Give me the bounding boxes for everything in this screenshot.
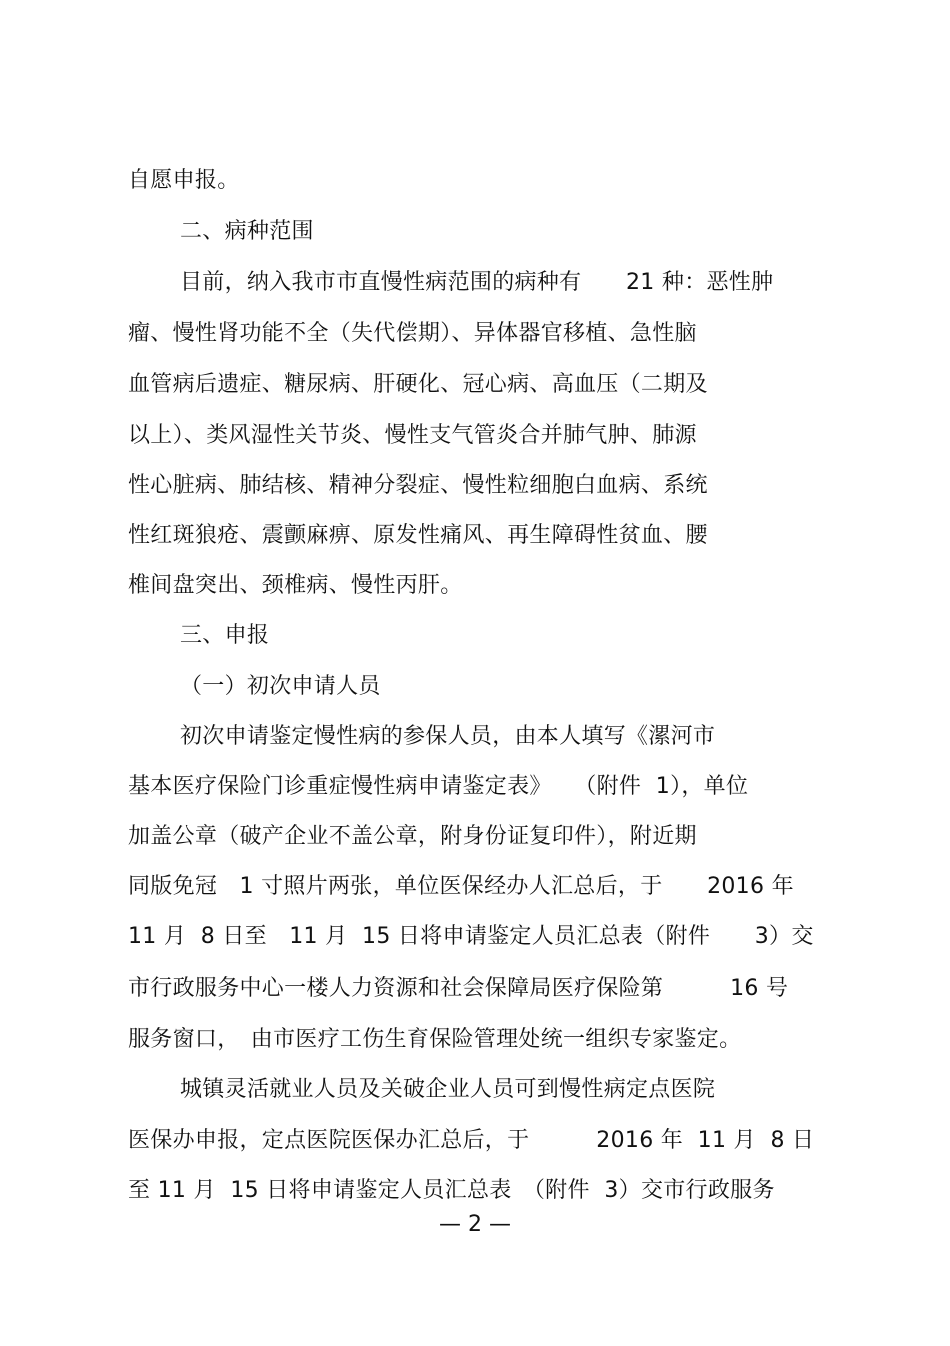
text-line-19: 城镇灵活就业人员及关破企业人员可到慢性病定点医院 <box>180 1077 716 1102</box>
section-heading-disease-scope: 二、病种范围 <box>180 219 314 244</box>
text-line-15: 同版免冠 1 寸照片两张，单位医保经办人汇总后，于 2016 年 <box>128 874 794 899</box>
text-line-5: 血管病后遗症、糖尿病、肝硬化、冠心病、高血压（二期及 <box>128 372 708 397</box>
text-line-12: 初次申请鉴定慢性病的参保人员，由本人填写《漯河市 <box>180 724 716 749</box>
text-line-16: 11 月 8 日至 11 月 15 日将申请鉴定人员汇总表（附件 3）交 <box>128 924 814 949</box>
text-line-20: 医保办申报，定点医院医保办汇总后，于 2016 年 11 月 8 日 <box>128 1128 815 1153</box>
text-line-17: 市行政服务中心一楼人力资源和社会保障局医疗保险第 16 号 <box>128 976 789 1001</box>
text-line-3: 目前，纳入我市市直慢性病范围的病种有 21 种：恶性肿 <box>180 270 774 295</box>
text-line-21: 至 11 月 15 日将申请鉴定人员汇总表 （附件 3）交市行政服务 <box>128 1178 775 1203</box>
text-line-1: 自愿申报。 <box>128 168 240 193</box>
subsection-heading-first-applicants: （一）初次申请人员 <box>180 674 381 699</box>
text-line-6: 以上）、类风湿性关节炎、慢性支气管炎合并肺气肿、肺源 <box>128 423 697 448</box>
text-line-9: 椎间盘突出、颈椎病、慢性丙肝。 <box>128 573 463 598</box>
text-line-13: 基本医疗保险门诊重症慢性病申请鉴定表》 （附件 1），单位 <box>128 774 749 799</box>
text-line-7: 性心脏病、肺结核、精神分裂症、慢性粒细胞白血病、系统 <box>128 473 708 498</box>
page-number: — 2 — <box>439 1212 511 1237</box>
text-line-14: 加盖公章（破产企业不盖公章，附身份证复印件），附近期 <box>128 824 697 849</box>
section-heading-application: 三、申报 <box>180 623 270 648</box>
text-line-8: 性红斑狼疮、震颤麻痹、原发性痛风、再生障碍性贫血、腰 <box>128 523 708 548</box>
text-line-4: 瘤、慢性肾功能不全（失代偿期）、异体器官移植、急性脑 <box>128 321 697 346</box>
text-line-18: 服务窗口， 由市医疗工伤生育保险管理处统一组织专家鉴定。 <box>128 1027 742 1052</box>
